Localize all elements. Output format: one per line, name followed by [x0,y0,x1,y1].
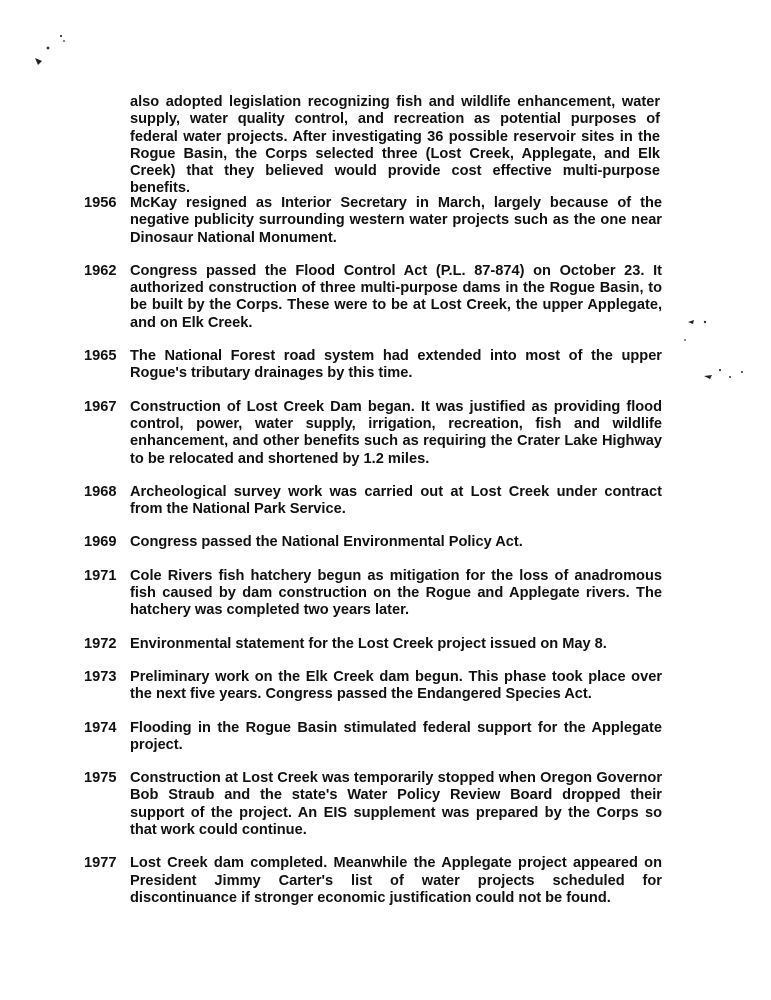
entry-text: The National Forest road system had extended into most of the upper Rogue's tributary drainages by this time. [130,348,662,382]
entry-year: 1965 [84,348,117,365]
timeline-entry [84,855,662,907]
entry-year: 1956 [84,195,117,211]
entry-year: 1973 [84,668,117,685]
entry-text: Archeological survey work was carried out at Lost Creek under contract from the National Park Service. [130,483,662,518]
scan-mark [678,312,718,352]
intro-paragraph: also adopted legislation recognizing fish and wildlife enhancement, water supply, water quality control, and recreation as potential purposes of federal water projects. After investigating 36 possible reservoir sites in the Rogue Basin, the Corps selected three (Lost Creek, Applegate, and Elk Creek) that they believed would provide cost effective multi-purpose benefits. [130,94,660,197]
timeline-entry [84,636,662,653]
entry-year: 1974 [84,719,117,736]
timeline-entry [84,399,662,468]
entry-text: Construction of Lost Creek Dam began. It was justified as providing flood control, power, water supply, irrigation, recreation, fish and wildlife enhancement, and other benefits such as requiring the Crater Lake Highway to be relocated and shortened by 1.2 miles. [130,398,662,467]
entry-text: Congress passed the Flood Control Act (P.L. 87-874) on October 23. It authorized construction of three multi-purpose dams in the Rogue Basin, to be built by the Corps. These were to be at Lost Creek, the upper Applegate, and on Elk Creek. [130,262,662,331]
timeline-entry [84,669,662,704]
entry-text: Preliminary work on the Elk Creek dam begun. This phase took place over the next five years. Congress passed the Endangered Species Act. [130,668,662,703]
entry-text: Environmental statement for the Lost Creek project issued on May 8. [130,635,607,652]
entry-year: 1967 [84,398,117,415]
entry-year: 1962 [84,262,117,279]
timeline-list [84,195,662,923]
entry-year: 1968 [84,483,117,500]
entry-year: 1975 [84,770,117,787]
entry-year: 1977 [84,855,117,872]
timeline-entry [84,484,662,519]
timeline-entry [84,770,662,839]
entry-text: Congress passed the National Environmental Policy Act. [130,534,523,551]
scan-mark [700,362,750,392]
entry-year: 1969 [84,534,117,551]
timeline-entry [84,348,662,383]
timeline-entry [84,195,662,247]
entry-text: Cole Rivers fish hatchery begun as mitigation for the loss of anadromous fish caused by dam construction on the Rogue and Applegate rivers. The hatchery was completed two years later. [130,567,662,619]
timeline-entry [84,263,662,332]
entry-year: 1971 [84,567,117,584]
entry-text: Lost Creek dam completed. Meanwhile the Applegate project appeared on President Jimmy Carter's list of water projects scheduled for discontinuance if stronger economic justification could not be found. [130,855,662,906]
entry-text: McKay resigned as Interior Secretary in March, largely because of the negative publicity surrounding western water projects such as the one near Dinosaur National Monument. [130,195,662,246]
timeline-entry [84,720,662,755]
entry-text: Flooding in the Rogue Basin stimulated federal support for the Applegate project. [130,719,662,753]
entry-text: Construction at Lost Creek was temporarily stopped when Oregon Governor Bob Straub and the state's Water Policy Review Board dropped their support of the project. An EIS supplement was prepared by the Corps so that work could continue. [130,770,662,839]
entry-year: 1972 [84,635,117,652]
timeline-entry [84,568,662,620]
scan-mark [30,28,70,68]
timeline-entry [84,534,662,551]
